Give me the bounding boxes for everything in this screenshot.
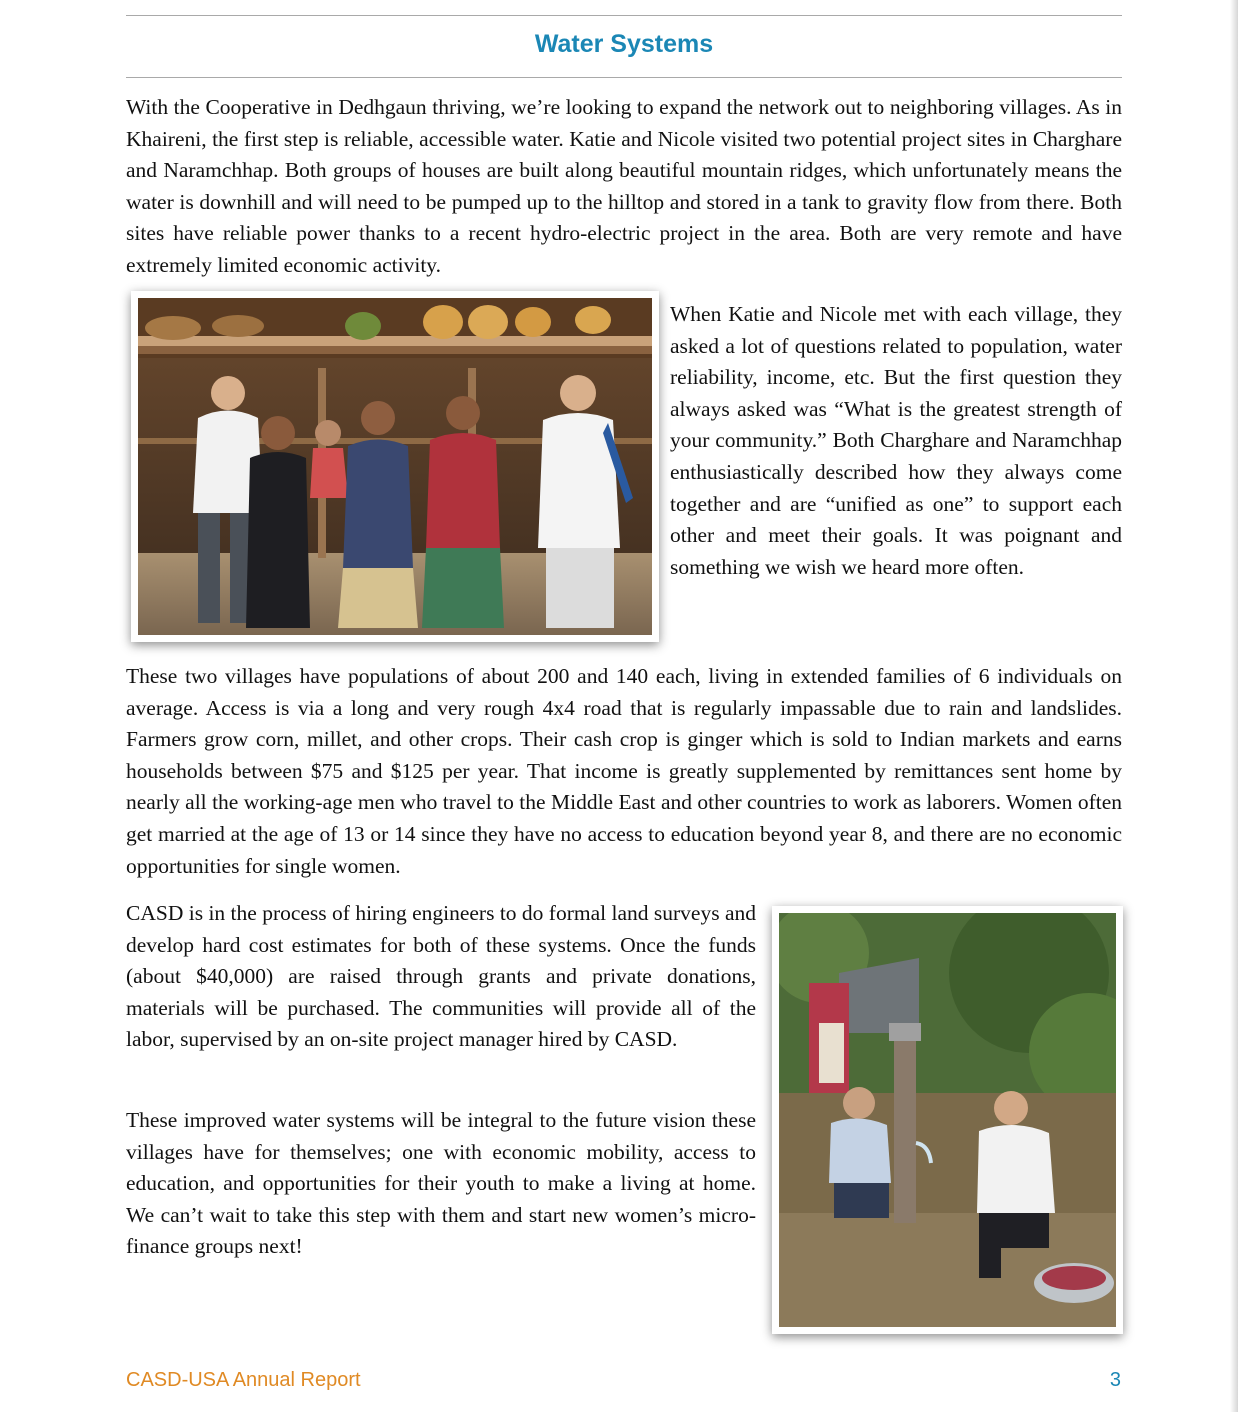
page-title: Water Systems — [534, 30, 714, 58]
village-group-photo-image — [138, 298, 652, 635]
footer-report-name: CASD-USA Annual Report — [126, 1369, 361, 1391]
page-edge-shadow — [1230, 0, 1238, 1412]
water-tap-photo-image — [779, 913, 1116, 1327]
water-tap-photo — [772, 906, 1123, 1334]
future-vision-paragraph: These improved water systems will be integral to the future vision these villages have for themselves; one with economic mobility, access to education, and opportunities for their youth to make a living at home. We can’t wait to take this step with them and start new women’s micro-finance groups next! — [126, 1108, 756, 1259]
funding-plan-paragraph: CASD is in the process of hiring engineers to do formal land surveys and develop hard cost estimates for both of these systems. Once the funds (about $40,000) are raised through grants and private donations, materials will be purchased. The communities will provide all of the labor, supervised by an on-site project manager hired by CASD. — [126, 901, 756, 1052]
title-rule — [126, 77, 1122, 78]
village-demographics-paragraph: These two villages have populations of about 200 and 140 each, living in extended families of 6 individuals on average. Access is via a long and very rough 4x4 road that is regularly impassable due to rain and landslides. Farmers grow corn, millet, and other crops. Their cash crop is ginger which is sold to Indian markets and earns households between $75 and $125 per year. That income is greatly supplemented by remittances sent home by nearly all the working-age men who travel to the Middle East and other countries to work as laborers. Women often get married at the age of 13 or 14 since they have no access to education beyond year 8, and there are no economic opportunities for single women. — [126, 664, 1122, 878]
village-group-photo — [131, 291, 659, 642]
footer-page-number: 3 — [1109, 1369, 1121, 1391]
village-visit-paragraph: When Katie and Nicole met with each village, they asked a lot of questions related to population, water reliability, income, etc. But the first question they always asked was “What is the greatest strength of your community.” Both Charghare and Naramchhap enthusiastically described how they always come together and are “unified as one” to support each other and meet their goals. It was poignant and something we wish we heard more often. — [670, 302, 1122, 579]
intro-paragraph: With the Cooperative in Dedhgaun thriving, we’re looking to expand the network out to neighboring villages. As in Khaireni, the first step is reliable, accessible water. Katie and Nicole visited two potential project sites in Charghare and Naramchhap. Both groups of houses are built along beautiful mountain ridges, which unfortunately means the water is downhill and will need to be pumped up to the hilltop and stored in a tank to gravity flow from there. Both sites have reliable power thanks to a recent hydro-electric project in the area. Both are very remote and have extremely limited economic activity. — [126, 95, 1122, 277]
top-rule — [126, 15, 1122, 16]
